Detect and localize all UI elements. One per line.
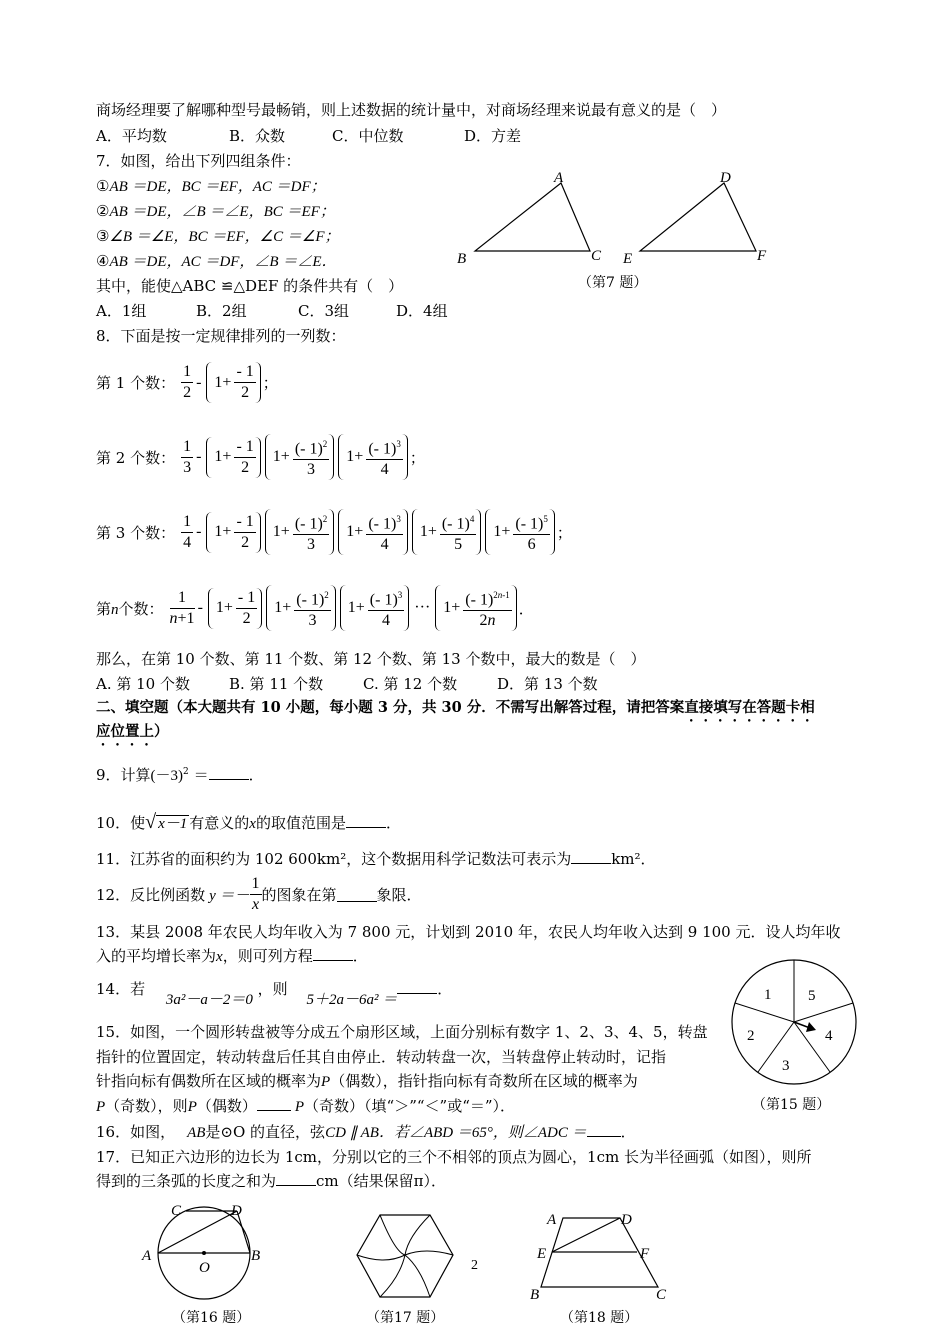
factor: 1+ $\frac{(- 1)^2}{3}$ xyxy=(265,434,335,480)
answer-blank[interactable] xyxy=(257,1096,291,1111)
q16: 16．如图， AB是⊙O 的直径，弦CD ∥ AB．若∠ABD ＝65°，则∠ADC ＝ ． xyxy=(96,1123,636,1141)
option-a: A. 第 10 个数 xyxy=(96,675,190,693)
condition-number: ② xyxy=(96,202,110,220)
option-c: C．3组 xyxy=(298,302,350,320)
label-d: D xyxy=(720,170,731,186)
arc xyxy=(405,1215,430,1255)
fraction: $\frac{1}{2}$ xyxy=(183,363,192,401)
label-c: C xyxy=(171,1203,182,1219)
factor: 1+ $\frac{(- 1)^2}{3}$ xyxy=(266,585,336,631)
q15-line1: 15．如图，一个圆形转盘被等分成五个扇形区域，上面分别标有数字 1、2、3、4、5，转盘 xyxy=(96,1023,708,1041)
arc xyxy=(405,1255,430,1297)
row-label: 第 3 个数： xyxy=(96,523,176,542)
q8-row-3: 第 3 个数： $\frac{1}{4}$ - 1+ $\frac{- 1}{2}$ 1+ $\frac{(- 1)^2}{3}$ 1+ $\frac{(- 1)^3}{4}$ 1+ $\frac{(- 1)^4}{5}$ 1+ $\frac{(- 1)^5}{6}$ ； xyxy=(96,509,572,555)
factor: 1+ $\frac{(- 1)^5}{6}$ xyxy=(485,509,555,555)
condition-text: AB ＝DE，∠B ＝∠E，BC ＝EF； xyxy=(109,204,335,220)
option-b: B. 第 11 个数 xyxy=(229,675,324,693)
q9: 9．计算$(-3)^2$ ＝ ． xyxy=(96,766,264,784)
label-b: B xyxy=(251,1248,261,1264)
option-d: D．第 13 个数 xyxy=(497,675,598,693)
triangle-abc xyxy=(475,183,590,251)
q15-line4: P（奇数），则P（偶数） P（奇数）（填“＞”“＜”或“＝”）． xyxy=(96,1097,516,1115)
factor: 1+ $\frac{(- 1)^{2n-1}}{2n}$ xyxy=(435,585,517,631)
q8-row-1: 第 1 个数： $\frac{1}{2}$ - 1+ $\frac{- 1}{2}$ ； xyxy=(96,363,278,401)
factor: 1+ $\frac{(- 1)^3}{4}$ xyxy=(338,434,408,480)
triangle-def xyxy=(640,183,756,251)
sector-label: 3 xyxy=(782,1058,790,1074)
label-c: C xyxy=(656,1287,667,1303)
factor: 1+ $\frac{- 1}{2}$ xyxy=(206,437,260,478)
q7-condition-4 xyxy=(96,251,337,272)
q14: 14．若 3a²－a－2＝0 ，则 5＋2a－6a² ＝． xyxy=(96,980,453,1008)
segment-ed xyxy=(552,1218,620,1252)
arc xyxy=(380,1255,405,1297)
label-e: E xyxy=(537,1246,547,1262)
answer-blank[interactable] xyxy=(571,849,611,864)
arc xyxy=(380,1215,405,1255)
q12: 12．反比例函数 y ＝－ $\frac{1}{x}$ 的图象在第 象限． xyxy=(96,875,422,913)
label-a: A xyxy=(142,1248,152,1264)
factor: 1+ $\frac{(- 1)^4}{5}$ xyxy=(412,509,482,555)
q16-caption: （第16 题） xyxy=(172,1310,251,1326)
q7-condition-3 xyxy=(96,226,339,247)
option-d: D．方差 xyxy=(464,127,522,145)
option-d: D．4组 xyxy=(396,302,448,320)
answer-blank[interactable] xyxy=(209,765,249,780)
q15-line3: 针指向标有偶数所在区域的概率为P（偶数），指针指向标有奇数所在区域的概率为 xyxy=(96,1072,638,1090)
arc xyxy=(405,1251,453,1255)
option-a: A．平均数 xyxy=(96,127,167,145)
q17-line1: 17．已知正六边形的边长为 1cm，分别以它的三个不相邻的顶点为圆心，1cm 长为半径画弧（如图），则所 xyxy=(96,1148,812,1166)
label-e: E xyxy=(623,251,633,265)
q7-tail: 其中，能使△ABC ≌△DEF 的条件共有（ ） xyxy=(96,277,404,295)
condition-number: ③ xyxy=(96,227,110,245)
label-d: D xyxy=(621,1212,632,1228)
q8-stem: 8．下面是按一定规律排列的一列数： xyxy=(96,327,346,345)
q7-caption: （第7 题） xyxy=(578,275,648,291)
q7-figure-triangles xyxy=(450,165,780,265)
condition-number: ① xyxy=(96,177,110,195)
sector-divider xyxy=(735,1003,794,1022)
row-label: 第 2 个数： xyxy=(96,448,176,467)
row-label: 第n个数： xyxy=(96,599,164,618)
option-a: A．1组 xyxy=(96,302,147,320)
answer-blank[interactable] xyxy=(346,813,386,828)
factor: 1+ $\frac{(- 1)^2}{3}$ xyxy=(265,509,335,555)
q10: 10．使√ x－1 有意义的x的取值范围是 ． xyxy=(96,811,401,833)
section-2-title-line1: 二、填空题（本大题共有 10 小题，每小题 3 分，共 30 分．不需写出解答过程，请把答案直接填写在答题卡相 xyxy=(96,699,815,716)
option-c: C. 第 12 个数 xyxy=(363,675,458,693)
fraction: $\frac{1}{n+1}$ xyxy=(169,588,195,627)
sector-label: 2 xyxy=(747,1028,755,1044)
q7-condition-1 xyxy=(96,176,326,197)
q11: 11．江苏省的面积约为 102 600km²，这个数据用科学记数法可表示为 km²． xyxy=(96,850,656,868)
condition-text: AB ＝DE，AC ＝DF，∠B ＝∠E． xyxy=(109,254,337,270)
option-c: C．中位数 xyxy=(332,127,404,145)
q7-options xyxy=(96,301,448,321)
q18-caption: （第18 题） xyxy=(560,1310,639,1326)
answer-blank[interactable] xyxy=(587,1122,621,1137)
q15-caption: （第15 题） xyxy=(752,1097,831,1113)
q7-stem: 7．如图，给出下列四组条件： xyxy=(96,152,301,170)
sector-label: 4 xyxy=(825,1028,833,1044)
row-label: 第 1 个数： xyxy=(96,374,176,392)
answer-blank[interactable] xyxy=(276,1171,316,1186)
q8-options xyxy=(96,674,598,694)
factor: 1+ $\frac{- 1}{2}$ xyxy=(206,362,260,403)
label-f: F xyxy=(757,248,767,264)
q17-figure-hexagon xyxy=(350,1207,460,1307)
label-f: F xyxy=(640,1246,650,1262)
condition-number: ④ xyxy=(96,252,110,270)
q15-spinner-wheel xyxy=(730,958,860,1088)
pointer-arrow-icon xyxy=(806,1022,816,1032)
label-d: D xyxy=(231,1203,242,1219)
q13-line1: 13．某县 2008 年农民人均年收入为 7 800 元，计划到 2010 年，农民人均年收入达到 9 100 元．设人均年收 xyxy=(96,923,841,941)
factor: 1+ $\frac{(- 1)^3}{4}$ xyxy=(340,585,410,631)
q6-stem: 商场经理要了解哪种型号最畅销，则上述数据的统计量中，对商场经理来说最有意义的是（ ） xyxy=(96,101,727,119)
q16-figure-circle xyxy=(135,1198,275,1308)
arc xyxy=(357,1255,405,1260)
answer-blank[interactable] xyxy=(337,887,377,902)
factor: 1+ $\frac{(- 1)^3}{4}$ xyxy=(338,509,408,555)
q7-condition-2 xyxy=(96,201,335,222)
section-2-title-line2: 应位置上） xyxy=(96,723,169,740)
fraction: $\frac{1}{4}$ xyxy=(183,512,192,551)
answer-blank[interactable] xyxy=(313,946,353,961)
label-b: B xyxy=(457,251,467,265)
q6-options xyxy=(96,126,522,146)
q18-figure-trapezoid xyxy=(525,1205,675,1305)
q8-question: 那么，在第 10 个数、第 11 个数、第 12 个数、第 13 个数中，最大的数是（ ） xyxy=(96,650,646,668)
label-a: A xyxy=(547,1212,557,1228)
fraction: $\frac{1}{3}$ xyxy=(183,437,192,476)
q8-row-2: 第 2 个数： $\frac{1}{3}$ - 1+ $\frac{- 1}{2}$ 1+ $\frac{(- 1)^2}{3}$ 1+ $\frac{(- 1)^3}{4}$ ； xyxy=(96,434,425,480)
q15-line2: 指针的位置固定，转动转盘后任其自由停止．转动转盘一次，当转盘停止转动时，记指 xyxy=(96,1048,667,1066)
label-b: B xyxy=(530,1287,540,1303)
option-b: B．众数 xyxy=(229,127,286,145)
sector-divider xyxy=(794,1003,853,1022)
q17-caption: （第17 题） xyxy=(366,1310,445,1326)
factor: 1+ $\frac{- 1}{2}$ xyxy=(206,512,260,553)
q8-row-n: 第n个数： $\frac{1}{n+1}$ - 1+ $\frac{- 1}{2}$ 1+ $\frac{(- 1)^2}{3}$ 1+ $\frac{(- 1)^3}{4}$ ··· 1+ $\frac{(- 1)^{2n-1}}{2n}$ ． xyxy=(96,585,534,631)
sector-label: 5 xyxy=(808,988,816,1004)
condition-text: ∠B ＝∠E，BC ＝EF，∠C ＝∠F； xyxy=(109,229,340,245)
condition-text: AB ＝DE，BC ＝EF，AC ＝DF； xyxy=(109,179,326,195)
label-c: C xyxy=(591,248,602,264)
center-point xyxy=(202,1251,206,1255)
option-b: B．2组 xyxy=(196,302,247,320)
q17-line2: 得到的三条弧的长度之和为 cm（结果保留π）． xyxy=(96,1172,446,1190)
page-number: 2 xyxy=(471,1258,478,1273)
q13-line2: 入的平均增长率为x，则可列方程 ． xyxy=(96,947,368,965)
sector-label: 1 xyxy=(764,987,772,1003)
answer-blank[interactable] xyxy=(397,979,437,994)
label-o: O xyxy=(199,1260,210,1276)
segment-ad xyxy=(158,1211,237,1253)
label-a: A xyxy=(554,170,564,186)
factor: 1+ $\frac{- 1}{2}$ xyxy=(208,588,262,629)
